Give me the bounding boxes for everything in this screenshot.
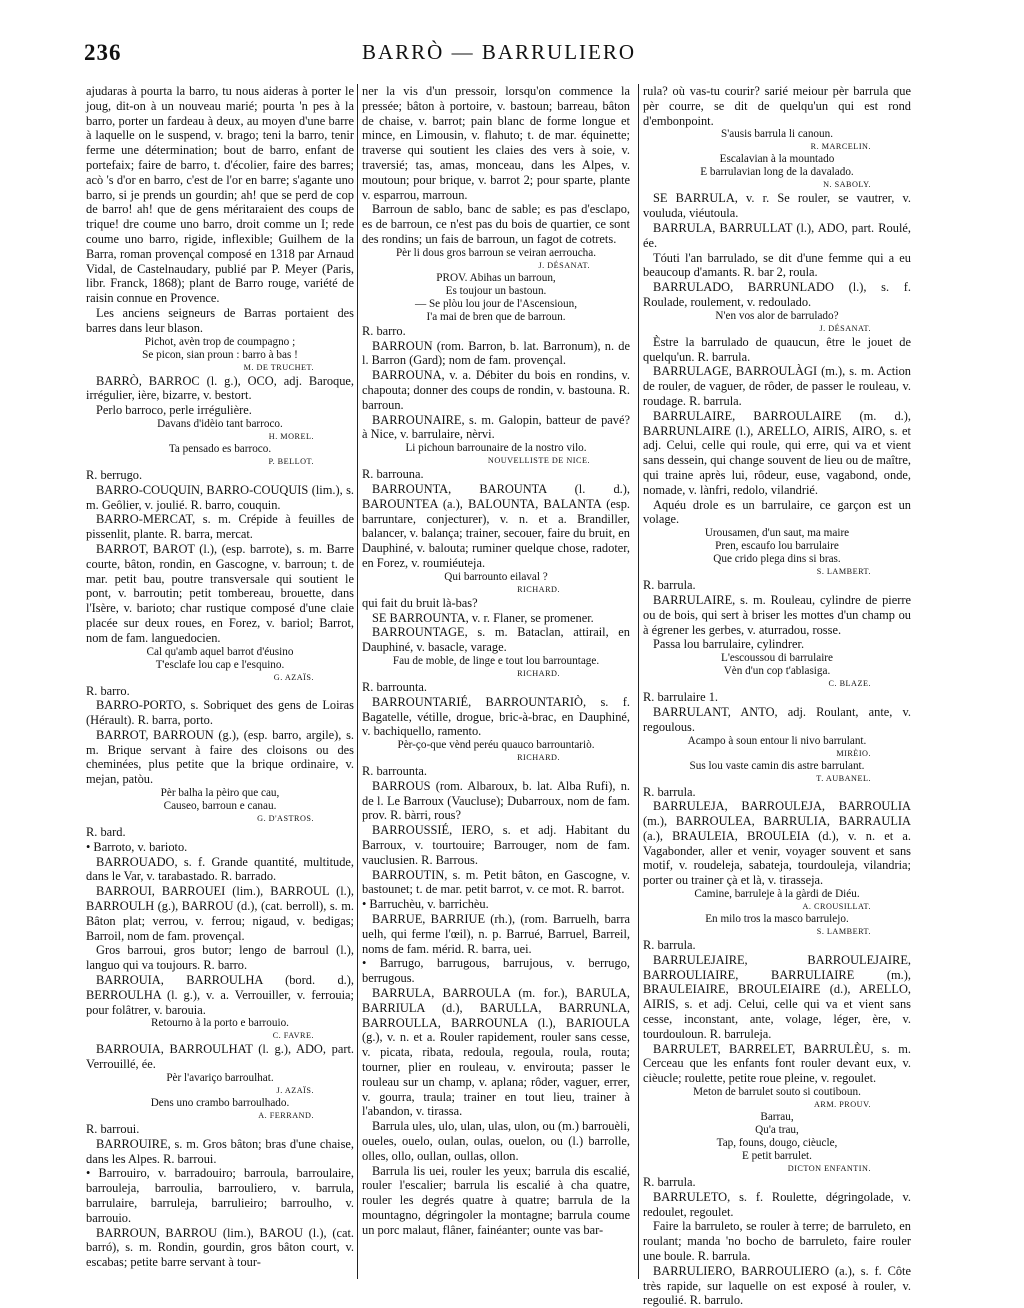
column-middle xyxy=(362,84,630,1284)
quote-line: Fau de moble, de linge e tout lou barrountage. xyxy=(392,654,600,667)
quote-line: Pichot, avèn trop de coumpagno ; xyxy=(144,335,296,348)
attribution: MIRÈIO. xyxy=(836,748,871,758)
entry-text: R. berrugo. xyxy=(86,467,143,482)
entry-text: BARRULADO, BARRUNLADO (l.), s. f. Roulade, roulement, v. redoulado. xyxy=(643,280,911,309)
quote-line: Qu'a trau, xyxy=(755,1124,799,1137)
entry-text: BARRULAGE, BARROULÀGI (m.), s. m. Action de rouler, de vaguer, de rôder, de passer le rouleau, v. roudage. R. barrula. xyxy=(643,364,911,408)
entry-text: • Barrugo, barrugous, barrujous, v. berrugo, berrugous. xyxy=(362,956,630,986)
quote-line: N'en vos alor de barrulado? xyxy=(715,309,839,322)
entry-text: R. barro. xyxy=(86,683,130,698)
quote-line: Qui barrounto eilaval ? xyxy=(444,570,548,583)
entry-text: BARROUNAIRE, s. m. Galopin, batteur de pavé? à Nice, v. barrulaire, nèrvi. xyxy=(362,412,630,442)
entry-text: • Barruchèu, v. barrichèu. xyxy=(362,897,489,912)
entry-text: BARROUIRE, s. m. Gros bâton; bras d'une chaise, dans les Alpes. R. barroui. xyxy=(86,1136,354,1166)
quote-line: Vèn d'un cop t'ablasiga. xyxy=(723,665,831,678)
entry-text: BARRULIERO, BARROULIERO (a.), s. f. Côte très rapide, sur laquelle on est exposé à rouler, v. regoulié. R. barrulo. xyxy=(643,1263,911,1308)
entry-text: R. barrula. xyxy=(643,938,696,953)
quote-line: Camine, barruleje à la gàrdi de Diéu. xyxy=(694,888,860,901)
entry-text: BARROUNTA, BAROUNTA (l. d.), BAROUNTEA (a.), BALOUNTA, BALANTA (esp. barruntare, conjecturer), v. n. et a. Brandiller, balancer, v. balança; trainer, secouer, faire du bruit, en Dauphiné, v. balouta; ruminer quelque chose, radoter, en Forez, v. roumiéuteja. xyxy=(362,481,630,570)
quote-line: I'a mai de bren que de barroun. xyxy=(426,310,566,323)
entry-text: BARRULET, BARRELET, BARRULÈU, s. m. Cerceau que les enfants font rouler devant eux, v. cièucle; roulette, petite roue pleine, v. regoulet. xyxy=(643,1041,911,1086)
attribution: ARM. PROUV. xyxy=(814,1100,871,1110)
entry-text: BARRULAIRE, BARROULAIRE (m. d.), BARRUNLAIRE (l.), ARELLO, AIRIS, AIRO, s. et adj. Celui, celle qui roule, qui erre, qui va et vient sans dessein, qui change souvent de lieu ou de maître, qui traine après lui, rôdeur, euse, vagabond, onde, nomade, v. lànfri, redolo, vilandrié. xyxy=(643,408,911,497)
attribution: C. BLAZE. xyxy=(828,679,871,689)
column-divider xyxy=(638,84,639,1279)
entry-text: Aquéu drole es un barrulaire, ce garçon est un volage. xyxy=(643,497,911,527)
quote-line: Que crido plega dins si bras. xyxy=(713,553,841,566)
attribution: RICHARD. xyxy=(517,753,560,763)
page-header xyxy=(84,40,914,70)
entry-text: SE BARRULA, v. r. Se rouler, se vautrer, v. vouluda, viéutoula. xyxy=(643,191,911,221)
quote-line: Causeo, barroun e canau. xyxy=(163,800,277,813)
quote-line: Meton de barrulet souto si coutiboun. xyxy=(693,1086,861,1099)
quote-line: Es toujour un bastoun. xyxy=(445,284,547,297)
quote-line: Pèr-ço-que vènd peréu quauco barrountariò. xyxy=(397,739,595,752)
entry-text: Barroun de sablo, banc de sable; es pas d'esclapo, es de barroun, ce n'est pas du bois de quartier, ce sont des rondins; un fais de barroun, un fagot de cotrets. xyxy=(362,202,630,246)
entry-text: BARRÒ, BARROC (l. g.), OCO, adj. Baroque, irrégulier, ière, bizarre, v. bestort. xyxy=(86,373,354,403)
quote-line: E petit barrulet. xyxy=(742,1150,812,1163)
attribution: M. DE TRUCHET. xyxy=(243,362,314,372)
attribution: G. D'ASTROS. xyxy=(257,814,314,824)
entry-text: BARRO-COUQUIN, BARRO-COUQUIS (lim.), s. m. Geôlier, v. joulié. R. barro, couquin. xyxy=(86,482,354,512)
quote-line: Dens uno crambo barroulhado. xyxy=(150,1097,290,1110)
attribution: T. AUBANEL. xyxy=(816,773,871,783)
entry-text: Passa lou barrulaire, cylindrer. xyxy=(653,637,805,652)
entry-text: Perlo barroco, perle irrégulière. xyxy=(96,403,252,418)
quote-line: Sus lou vaste camin dis astre barrulant. xyxy=(689,759,865,772)
quote-line: Escalavian à la mountado xyxy=(719,153,835,166)
quote-line: Pren, escaufo lou barrulaire xyxy=(715,540,839,553)
entry-text: Èstre la barrulado de quaucun, être le jouet de quelqu'un. R. barrula. xyxy=(643,334,911,364)
quote-line: Tap, founs, dougo, cièucle, xyxy=(716,1137,838,1150)
column-right xyxy=(643,84,911,1308)
quote-line: — Se plòu lou jour de l'Ascensioun, xyxy=(414,297,578,310)
entry-text: BARROUN (rom. Barron, b. lat. Barronum), n. de l. Barron (Gard); nom de fam. provençal. xyxy=(362,338,630,368)
entry-text: BARRULANT, ANTO, adj. Roulant, ante, v. regoulous. xyxy=(643,704,911,734)
attribution: NOUVELLISTE DE NICE. xyxy=(487,456,590,466)
entry-text: R. barrula. xyxy=(643,784,696,799)
entry-text: R. bard. xyxy=(86,825,126,840)
quote-line: Pèr l'avariço barroulhat. xyxy=(166,1072,274,1085)
quote-line: S'ausis barrula li canoun. xyxy=(720,128,833,141)
attribution: S. LAMBERT. xyxy=(816,927,871,937)
entry-text: BARRO-MERCAT, s. m. Crépide à feuilles de pissenlit, plante. R. barra, mercat. xyxy=(86,512,354,542)
entry-text: R. barrouna. xyxy=(362,467,424,482)
quote-line: Li pichoun barrounaire de la nostro vilo. xyxy=(405,442,587,455)
entry-text: BARRULA, BARROULA (m. for.), BARULA, BARRIULA (d.), BARULLA, BARRUNLA, BARROULLA, BARROUNLA (l.), BARIOULA (g.), v. n. et a. Rouler rapidement, rouler sans cesse, v. picata, ribata, redoula, regoula, roula, routa; tourner, plier en rouleau, v. envirouta; passer le rouleau sur un champ, v. aplana; rôder, vaguer, errer, v. gourra, traula; trainer en tout lieu, trainer à l'abandon, v. tirassa. xyxy=(362,986,630,1119)
quote-line: Ta pensado es barroco. xyxy=(168,442,272,455)
quote-line: L'escoussou di barrulaire xyxy=(721,652,833,665)
attribution: A. CROUSILLAT. xyxy=(802,902,871,912)
entry-text: R. barrounta. xyxy=(362,679,428,694)
attribution: J. AZAÏS. xyxy=(276,1086,314,1096)
entry-text: BARROUN, BARROU (lim.), BAROU (l.), (cat. barró), s. m. Rondin, gourdin, gros bâton court, v. escabas; petite barre servant à tour- xyxy=(86,1225,354,1270)
entry-text: Barrula lis uei, rouler les yeux; barrula dis escalié, rouler l'escalier; barrula lis escalié à cha quatre, rouler les degrés quatre à quatre; barrula de la mountagno, dégringoler la montagne; barrula coume un porc malaut, flâner, fainéanter; ounte vas bar- xyxy=(362,1163,630,1237)
entry-text: ner la vis d'un pressoir, lorsqu'on commence la pressée; bâton à portoire, v. bastoun; barreau, bâton de chaise, v. barrot; pain blanc de forme longue et mince, en Limousin, v. flahuto; t. de mar. équinette; traverse qui soutient les claies des vers à soie, v. traversié; tas, amas, monceau, dans les Alpes, v. moutoun; pour brique, v. barrot 2; pour sparte, plante v. esparrou, marroun. xyxy=(362,84,630,202)
column-left xyxy=(86,84,354,1284)
entry-text: • Barroto, v. barioto. xyxy=(86,839,188,854)
page-number: 236 xyxy=(84,40,122,65)
entry-text: R. barrula. xyxy=(643,1175,696,1190)
entry-text: R. barrulaire 1. xyxy=(643,690,719,705)
attribution: R. MARCELIN. xyxy=(810,142,871,152)
quote-line: Barrau, xyxy=(760,1111,794,1124)
attribution: RICHARD. xyxy=(517,584,560,594)
quote-line: Davans d'idèio tant barroco. xyxy=(157,417,283,430)
entry-text: BARROUTIN, s. m. Petit bâton, en Gascogne, v. bastounet; t. de mar. petit barrot, v. ce mot. R. barrot. xyxy=(362,867,630,897)
entry-text: BARRUE, BARRIUE (rh.), (rom. Barruelh, barra uelh, qui ferme l'œil), n. p. Barrué, Barruel, Barreil, noms de fam. mérid. R. barra, uei. xyxy=(362,912,630,956)
entry-text: BARRULEJAIRE, BARROULEJAIRE, BARROULIAIRE, BARRULIAIRE (m.), BRAULEIAIRE, BROULEIAIRE (d.), ARELLO, AIRIS, s. et adj. Celui, celle qui va et vient sans cesse, inconstant, ante, volage, léger, ère, v. tourdouloun. R. barruleja. xyxy=(643,952,911,1041)
entry-text: R. barro. xyxy=(362,323,406,338)
entry-text: BARROUIA, BARROULHAT (l. g.), ADO, part. Verrouillé, ée. xyxy=(86,1042,354,1072)
entry-text: BARROUNA, v. a. Débiter du bois en rondins, v. chapouta; donner des coups de rondin, v. bastouna. R. barroun. xyxy=(362,368,630,412)
entry-text: BARROUS (rom. Albaroux, b. lat. Alba Rufi), n. de l. Le Barroux (Vaucluse); Dubarroux, nom de fam. prov. R. bàrri, rous? xyxy=(362,778,630,823)
entry-text: R. barroui. xyxy=(86,1122,140,1137)
entry-text: BARROT, BAROT (l.), (esp. barrote), s. m. Barre courte, bâton, rondin, en Gascogne, v. barroun; t. de mar. petit bau, poutre transversale qui soutient le pont, v. barroutin; petit tombereau, brouette, dans l'Isère, v. barioto; char rustique composé d'une claie placée sur deux roues, en Forez, v. bariol; Barrot, nom de fam. languedocien. xyxy=(86,541,354,645)
entry-text: BARROUIA, BARROULHA (bord. d.), BERROULHA (l. g.), v. a. Verrouiller, v. ferrouia; pour folâtrer, v. barouia. xyxy=(86,973,354,1017)
entry-text: BARRULETO, s. f. Roulette, dégringolade, v. redoulet, regoulet. xyxy=(643,1189,911,1219)
entry-text: Tóuti l'an barrulado, se dit d'une femme qui a eu beaucoup d'amants. R. bar 2, roula. xyxy=(643,250,911,280)
entry-text: BARRULEJA, BARROULEJA, BARROULIA (m.), BARROULEA, BARRULIA, BARRAULIA (a.), BRAULEIA, BROULEIA (d.), v. n. et a. Vagabonder, aller et venir, voyager souvent et sans motif, v. roudeleja, sabateja, tourdouleja, vilandria; porter ou trainer çà et là, v. tirasseja. xyxy=(643,799,911,888)
attribution: J. DÉSANAT. xyxy=(819,323,871,333)
entry-text: BARROUNTAGE, s. m. Bataclan, attirail, en Dauphiné, v. basacle, varage. xyxy=(362,625,630,655)
quote-line: E barrulavian long de la davalado. xyxy=(700,166,854,179)
quote-line: T'esclafe lou cap e l'esquino. xyxy=(155,658,285,671)
attribution: H. MOREL. xyxy=(268,431,314,441)
entry-text: BARRULA, BARRULLAT (l.), ADO, part. Roulé, ée. xyxy=(643,220,911,250)
quote-line: Acampo à soun entour li nivo barrulant. xyxy=(687,734,867,747)
entry-text: ajudaras à pourta la barro, tu nous aideras à porter le joug, dit-on à un nouveau marié; pourta 'n pes à la barro, porter un fardeau à deux, au moyen d'une barre à laquelle on le suspend, v. brago; teni la barro, tenir ferme une détermination; bout de barro, enfant de portefaix; faire de barro, t. d'écolier, faire des barres; acò 's d'or en barro, c'est de l'or en barre; s'agante uno barro, si je prends un gourdin; ah! que se perd de cop de barro! ah! que de gens méritaraient des coups de trique! dre coume uno barro, droit comme un I; rede coume uno barro, rigide, inflexible; Guilhem de la Barra, roman provençal composé en 1318 par Arnaud Vidal, de Castelnaudary, publié par P. Meyer (Paris, libr. Franck, 1868); plant de Barro rouge, variété de raisin connue en Provence. xyxy=(86,84,354,306)
entry-text: Les anciens seigneurs de Barras portaient des barres dans leur blason. xyxy=(86,305,354,335)
entry-text: BARROUADO, s. f. Grande quantité, multitude, dans le Var, v. tarabastado. R. barrado. xyxy=(86,854,354,884)
entry-text: BARROUSSIÉ, IERO, s. et adj. Habitant du Barroux, v. tourtouire; Barrouger, nom de fam. vauclusien. R. Barrous. xyxy=(362,823,630,867)
running-head: BARRÒ — BARRULIERO xyxy=(361,40,637,64)
quote-line: Se picon, sian proun : barro à bas ! xyxy=(142,348,298,361)
quote-line: Urousamen, d'un saut, ma maire xyxy=(704,527,850,540)
attribution: S. LAMBERT. xyxy=(816,567,871,577)
attribution: G. AZAÏS. xyxy=(273,672,314,682)
quote-line: Retourno à la porto e barrouio. xyxy=(151,1017,289,1030)
entry-text: BARRULAIRE, s. m. Rouleau, cylindre de pierre ou de bois, qui sert à briser les mottes d'un champ ou à égrener les gerbes, v. aturradou, rosse. xyxy=(643,592,911,637)
entry-text: BARRO-PORTO, s. Sobriquet des gens de Loiras (Hérault). R. barra, porto. xyxy=(86,698,354,728)
entry-text: R. barrula. xyxy=(643,578,696,593)
entry-text: R. barrounta. xyxy=(362,764,428,779)
entry-text: Gros barroui, gros butor; lengo de barroul (l.), languo qui va toujours. R. barro. xyxy=(86,943,354,973)
quote-line: En milo tros la masco barrulejo. xyxy=(705,913,849,926)
entry-text: BARROUI, BARROUEI (lim.), BARROUL (l.), BARROULH (g.), BARROU (d.), (cat. berroll), s. m. Bâton plat; verrou, v. ferrou; nigaud, v. bedigas; Barroil, nom de fam. provençal. xyxy=(86,884,354,943)
attribution: J. DÉSANAT. xyxy=(538,260,590,270)
quote-line: Cal qu'amb aquel barrot d'éusino xyxy=(146,645,294,658)
column-divider xyxy=(357,84,358,1279)
attribution: C. FAVRE. xyxy=(272,1031,314,1041)
quote-line: Pèr li dous gros barroun se veiran aerroucha. xyxy=(395,246,597,259)
attribution: DICTON ENFANTIN. xyxy=(787,1164,871,1174)
attribution: RICHARD. xyxy=(517,668,560,678)
entry-text: SE BARROUNTA, v. r. Flaner, se promener. xyxy=(372,610,594,625)
entry-text: BARROUNTARIÉ, BARROUNTARIÒ, s. f. Bagatelle, vétille, drogue, bric-à-brac, en Dauphiné, v. bachiquello, ramento. xyxy=(362,694,630,739)
attribution: N. SABOLY. xyxy=(823,180,871,190)
entry-text: rula? où vas-tu courir? sarié meiour pèr barrula que pèr courre, se dit de quelqu'un qui est rond d'embonpoint. xyxy=(643,84,911,128)
entry-text: BARROT, BARROUN (g.), (esp. barro, argile), s. m. Brique servant à faire des cloisons ou des cheminées, plus petite que la brique ordinaire, v. mejan, patòu. xyxy=(86,727,354,787)
quote-line: PROV. Abihas un barroun, xyxy=(436,271,556,284)
entry-text: Barrula ules, ulo, ulan, ulas, ulon, ou (m.) barrouèli, oueles, ouelo, oulan, oulas, ouelon, ou (l.) barrolle, olles, ollo, oullan, oullas, ollon. xyxy=(362,1119,630,1163)
attribution: A. FERRAND. xyxy=(258,1111,314,1121)
entry-text: qui fait du bruit là-bas? xyxy=(362,595,478,610)
entry-text: • Barrouiro, v. barradouiro; barroula, barroulaire, barrouleja, barroulia, barrouliero, v. barrula, barrulaire, barruleja, barrulieiro; barroulho, v. barrouio. xyxy=(86,1166,354,1225)
quote-line: Pèr balha la pèiro que cau, xyxy=(160,787,280,800)
attribution: P. BELLOT. xyxy=(268,456,314,466)
entry-text: Faire la barruleto, se rouler à terre; de barruleto, en roulant; manda 'no bocho de barruleto, faire rouler une boule. R. barrula. xyxy=(643,1219,911,1264)
